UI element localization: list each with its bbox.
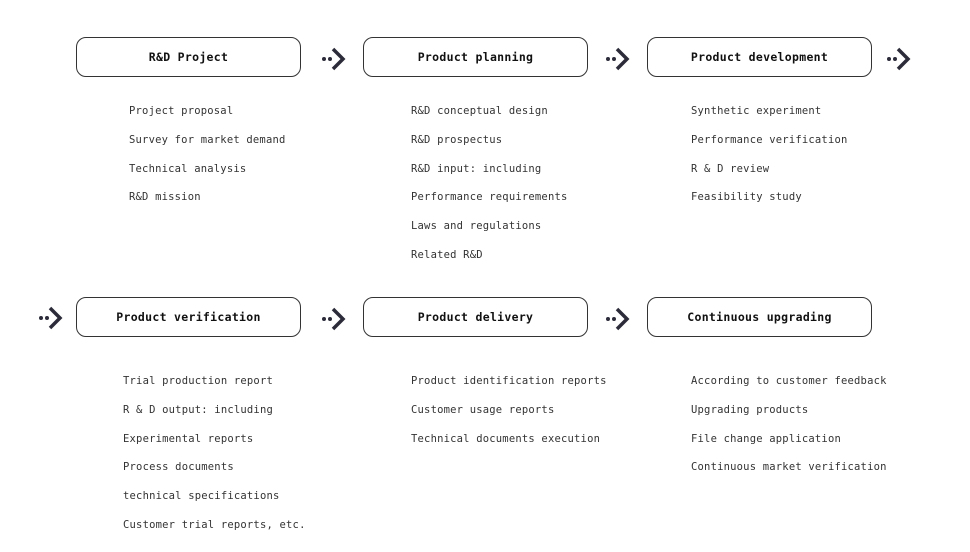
stage-items-product-planning [411,104,568,277]
stage-box-product-planning [363,37,588,77]
stage-title: Product verification [116,310,261,324]
list-item: Upgrading products [691,403,809,416]
list-item: Trial production report [123,375,273,387]
list-item: According to customer feedback [691,375,887,387]
chevron-right-arrow-icon [605,306,633,332]
list-item: technical specifications [123,490,280,503]
list-item: Technical documents execution [411,432,601,445]
list-item: Performance verification [691,133,848,146]
list-item: Laws and regulations [411,220,542,233]
stage-box-rd-project [76,37,301,77]
list-item: Project proposal [129,105,234,117]
stage-box-product-delivery [363,297,588,337]
chevron-right-arrow-icon [321,46,349,72]
list-item: R&D conceptual design [411,105,548,117]
list-item: Survey for market demand [129,133,286,146]
list-item: Experimental reports [123,432,254,445]
list-item: R & D review [691,162,770,175]
stage-items-product-delivery [411,374,607,460]
list-item: Performance requirements [411,191,568,204]
chevron-right-arrow-icon [321,306,349,332]
list-item: R & D output: including [123,403,273,416]
list-item: Synthetic experiment [691,105,822,117]
list-item: Related R&D [411,248,483,261]
list-item: Process documents [123,461,234,474]
list-item: Product identification reports [411,375,607,387]
stage-title: Continuous upgrading [687,310,832,324]
list-item: R&D mission [129,191,201,204]
list-item: Technical analysis [129,162,247,175]
stage-items-product-development [691,104,848,219]
stage-title: R&D Project [148,50,229,64]
stage-box-continuous-upgrading [647,297,872,337]
list-item: Customer usage reports [411,403,555,416]
stage-box-product-verification [76,297,301,337]
stage-title: Product development [690,50,829,64]
chevron-right-arrow-icon [605,46,633,72]
stage-items-product-verification [123,374,306,547]
list-item: R&D prospectus [411,133,503,146]
chevron-right-arrow-icon [886,46,914,72]
stage-title: Product planning [417,50,534,64]
list-item: File change application [691,432,841,445]
stage-items-continuous-upgrading [691,374,887,489]
chevron-right-arrow-icon [38,305,66,331]
list-item: Customer trial reports, etc. [123,518,306,531]
stage-box-product-development [647,37,872,77]
list-item: Continuous market verification [691,461,887,474]
stage-items-rd-project [129,104,286,219]
list-item: R&D input: including [411,162,542,175]
stage-title: Product delivery [417,310,534,324]
list-item: Feasibility study [691,191,802,204]
